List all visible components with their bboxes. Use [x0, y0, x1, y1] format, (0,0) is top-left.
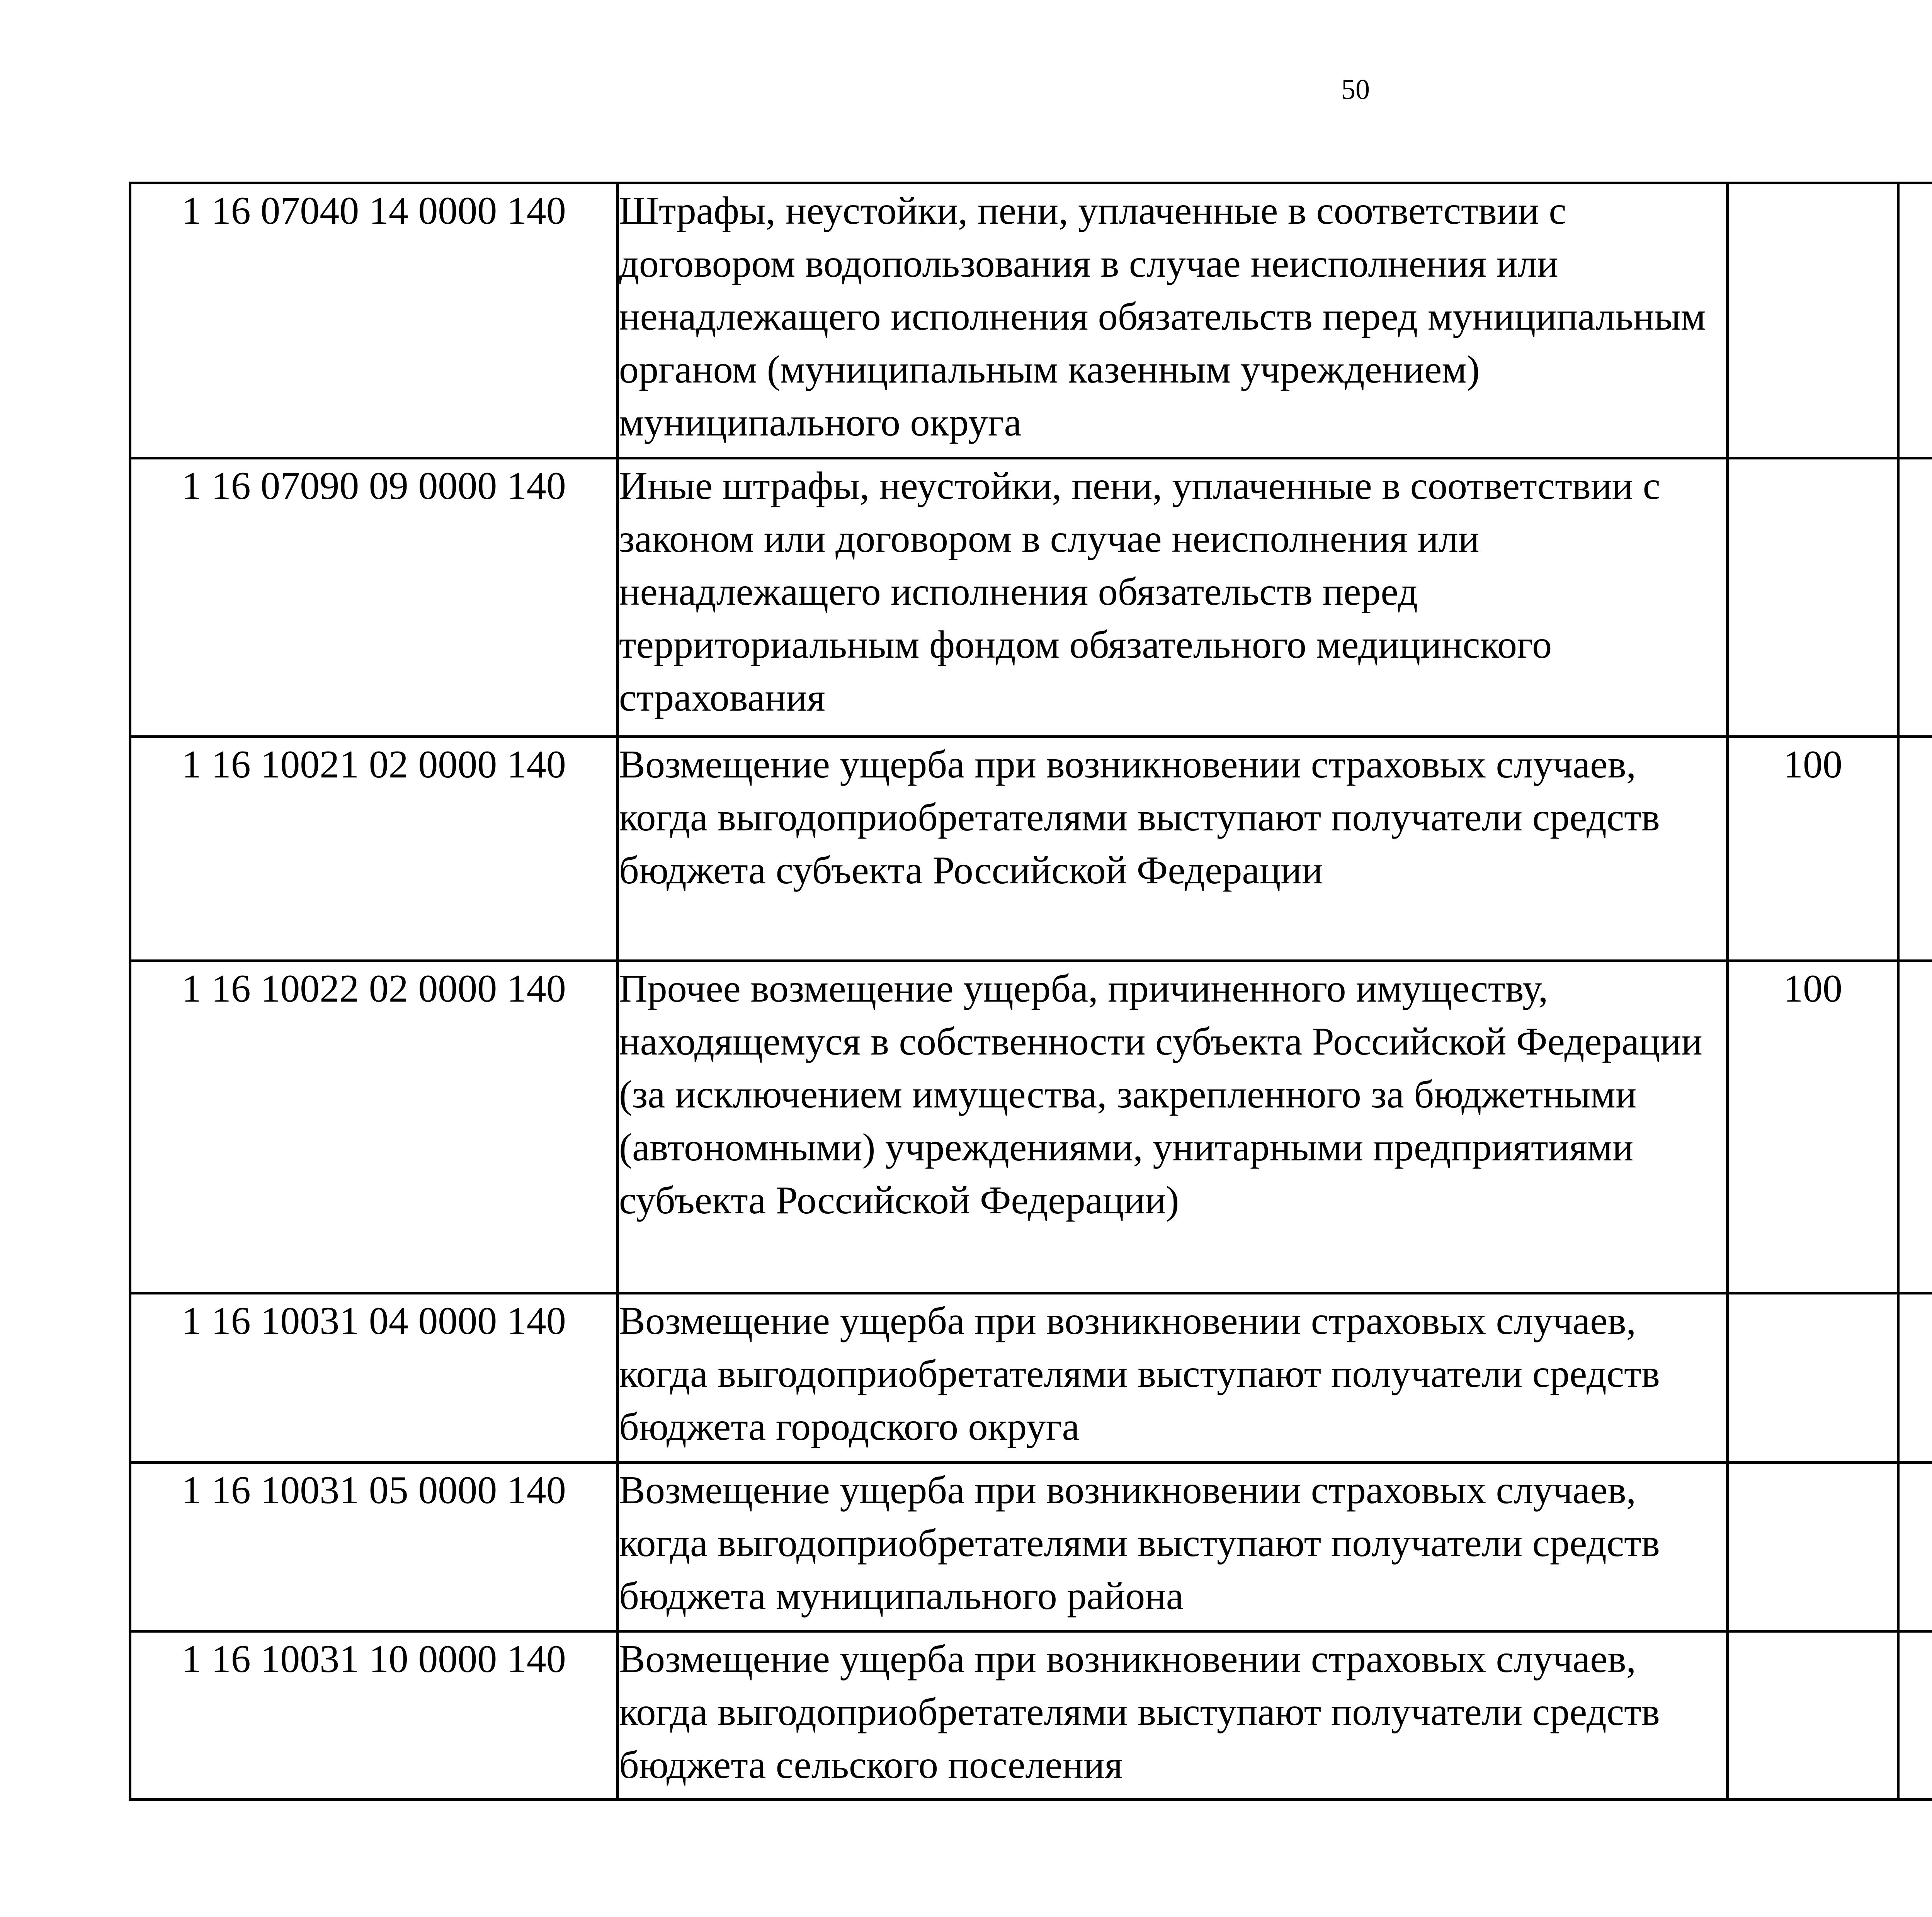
revenue-code: 1 16 10031 10 0000 140: [130, 1631, 618, 1800]
revenue-description: Прочее возмещение ущерба, причиненного имуществу, находящемуся в собственности субъекта Российской Федерации (за исключением имущества, закрепленного за бюджетными (автономными) учреждениями, унитарными предприятиями субъекта Российской Федерации): [618, 961, 1728, 1293]
value-cell: [1898, 1631, 1932, 1800]
table-row: [130, 183, 1932, 458]
table-row: [130, 1463, 1932, 1631]
revenue-description: Возмещение ущерба при возникновении страховых случаев, когда выгодоприобретателями выступают получатели средств бюджета муниципального района: [618, 1463, 1728, 1631]
value-cell: [1898, 1293, 1932, 1463]
value-cell: [1728, 183, 1898, 458]
table-row: [130, 961, 1932, 1293]
value-cell: [1898, 458, 1932, 737]
revenue-code: 1 16 07090 09 0000 140: [130, 458, 618, 737]
table-row: [130, 737, 1932, 961]
value-cell: [1898, 961, 1932, 1293]
revenue-description: Возмещение ущерба при возникновении страховых случаев, когда выгодоприобретателями выступают получатели средств бюджета сельского поселения: [618, 1631, 1728, 1800]
table-row: [130, 458, 1932, 737]
table-row: [130, 1293, 1932, 1463]
value-cell: [1728, 1631, 1898, 1800]
value-cell: 100: [1728, 961, 1898, 1293]
value-cell: [1728, 1463, 1898, 1631]
revenue-description: Штрафы, неустойки, пени, уплаченные в соответствии с договором водопользования в случае неисполнения или ненадлежащего исполнения обязательств перед муниципальным органом (муниципальным казенным учреждением) муниципального округа: [618, 183, 1728, 458]
revenue-code: 1 16 10022 02 0000 140: [130, 961, 618, 1293]
revenue-code: 1 16 10031 05 0000 140: [130, 1463, 618, 1631]
budget-revenue-table: [129, 182, 1932, 1801]
value-cell: [1898, 1463, 1932, 1631]
revenue-description: Возмещение ущерба при возникновении страховых случаев, когда выгодоприобретателями выступают получатели средств бюджета субъекта Российской Федерации: [618, 737, 1728, 961]
value-cell: [1898, 183, 1932, 458]
value-cell: [1728, 458, 1898, 737]
revenue-code: 1 16 10031 04 0000 140: [130, 1293, 618, 1463]
revenue-description: Возмещение ущерба при возникновении страховых случаев, когда выгодоприобретателями выступают получатели средств бюджета городского округа: [618, 1293, 1728, 1463]
revenue-code: 1 16 10021 02 0000 140: [130, 737, 618, 961]
revenue-code: 1 16 07040 14 0000 140: [130, 183, 618, 458]
value-cell: 100: [1728, 737, 1898, 961]
value-cell: [1728, 1293, 1898, 1463]
table-row: [130, 1631, 1932, 1800]
value-cell: [1898, 737, 1932, 961]
page-number: 50: [1341, 74, 1370, 105]
revenue-description: Иные штрафы, неустойки, пени, уплаченные в соответствии с законом или договором в случае неисполнения или ненадлежащего исполнения обязательств перед территориальным фондом обязательного медицинского страхования: [618, 458, 1728, 737]
